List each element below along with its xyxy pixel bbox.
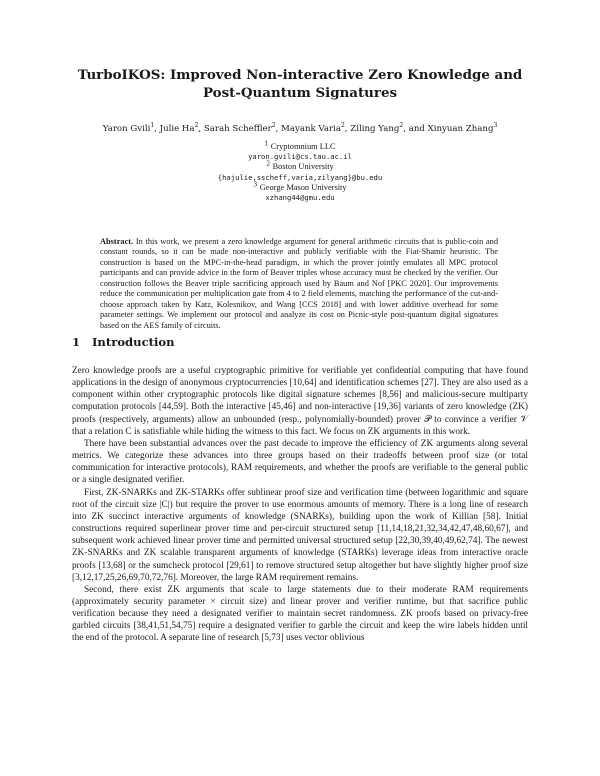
section-heading bbox=[72, 335, 175, 349]
paragraph: Zero knowledge proofs are a useful cryptographic primitive for verifiable yet confidential computing that have found applications in the design of anonymous cryptocurrencies [10,64] and identification schemes [27]. They are also used as a component within other cryptographic protocols like digital signature schemes [8,56] and malicious-secure multiparty computation protocols [44,59]. Both the interactive [45,46] and non-interactive [19,36] variants of zero knowledge (ZK) proofs (respectively, arguments) allow an unbounded (resp., polynomially-bounded) prover 𝒫 to convince a verifier 𝒱 that a relation C is satisfiable while hiding the witness to this fact. We focus on ZK arguments in this work. bbox=[72, 366, 528, 437]
author: Mayank Varia$^2$ bbox=[281, 122, 345, 134]
title-line-1: TurboIKOS: Improved Non-interactive Zero Knowledge and bbox=[77, 67, 523, 83]
title-line-2: Post-Quantum Signatures bbox=[202, 85, 398, 101]
author: Yaron Gvili$^1$ bbox=[102, 122, 155, 134]
affiliations bbox=[100, 142, 500, 203]
paragraph: There have been substantial advances over the past decade to improve the efficiency of ZK arguments along several metrics. We categorize these advances into three groups based on their tradeoffs between proof size (or total communication for interactive protocols), RAM requirements, and whether the proofs are verifiable to the general public or a single designated verifier. bbox=[72, 438, 528, 486]
section-number: 1 bbox=[72, 335, 81, 349]
paragraph: Second, there exist ZK arguments that scale to large statements due to their moderate RAM requirements (approximately security parameter × circuit size) and linear prover and verifier runtime, but that sacrifice public verification because they need a designated verifier to maintain secret randomness. ZK proofs based on privacy-free garbled circuits [38,41,51,54,75] require a designated verifier to garble the circuit and keep the wire labels hidden until the end of the protocol. A separate line of research [5,73] uses vector oblivious bbox=[72, 584, 528, 644]
abstract-label: Abstract. bbox=[100, 237, 134, 246]
author: Ziling Yang$^2$ bbox=[350, 122, 404, 134]
affiliation-2: $^2$ Boston University bbox=[266, 160, 334, 172]
body-text bbox=[72, 365, 528, 645]
email-2: {hajulie,sscheff,varia,zilyang}@bu.edu bbox=[217, 172, 383, 182]
email-3: xzhang44@gmu.edu bbox=[265, 193, 335, 203]
author: Julie Ha$^2$ bbox=[159, 122, 199, 134]
section-title: Introduction bbox=[92, 335, 175, 349]
affiliation-1: $^1$ Cryptomnium LLC bbox=[264, 140, 336, 151]
author: Sarah Scheffler$^2$ bbox=[203, 122, 276, 134]
abstract bbox=[100, 237, 498, 331]
affiliation-3: $^3$ George Mason University bbox=[253, 181, 347, 192]
paragraph: First, ZK-SNARKs and ZK-STARKs offer sublinear proof size and verification time (between logarithmic and square root of the circuit size |C|) but require the prover to use enormous amounts of memory. There is a long line of research into ZK succinct interactive arguments of knowledge (SNARKs), building upon the work of Killian [58]. Initial constructions required superlinear prover time and per-circuit structured setup [11,14,18,21,32,34,42,47,48,60,67], and subsequent work achieved linear prover time and permitted universal structured setup [22,30,39,40,49,62,74]. The newest ZK-SNARKs and ZK scalable transparent arguments of knowledge (STARKs) leverage ideas from interactive oracle proofs [13,68] or the sumcheck protocol [29,61] to remove structured setup altogether but have slightly higher proof size [3,12,17,25,26,69,70,72,76]. Moreover, the large RAM requirement remains. bbox=[72, 487, 528, 583]
author-list: Yaron Gvili$^1$, Julie Ha$^2$, Sarah Scheffler$^2$, Mayank Varia$^2$, Ziling Yang$^2$, and Xinyuan Zhang$^3$ bbox=[102, 122, 498, 134]
abstract-text: In this work, we present a zero knowledge argument for general arithmetic circuits that is public-coin and constant rounds, so it can be made non-interactive and publicly verifiable with the Fiat-Shamir heuristic. The construction is based on the MPC-in-the-head paradigm, in which the prover jointly emulates all MPC protocol participants and can provide advice in the form of Beaver triples whose accuracy must be checked by the verifier. Our construction follows the Beaver triple sacrificing approach used by Baum and Nof [PKC 2020]. Our improvements reduce the communication per multiplication gate from 4 to 2 field elements, matching the performance of the cut-and-choose approach taken by Katz, Kolesnikov, and Wang [CCS 2018] and with lower additive overhead for some parameter settings. We implement our protocol and analyze its cost on Picnic-style post-quantum digital signatures based on the AES family of circuits. bbox=[100, 237, 498, 330]
email-1: yaron.gvili@cs.tau.ac.il bbox=[248, 152, 352, 162]
paper-title bbox=[60, 66, 540, 102]
author: Xinyuan Zhang$^3$ bbox=[427, 122, 498, 134]
